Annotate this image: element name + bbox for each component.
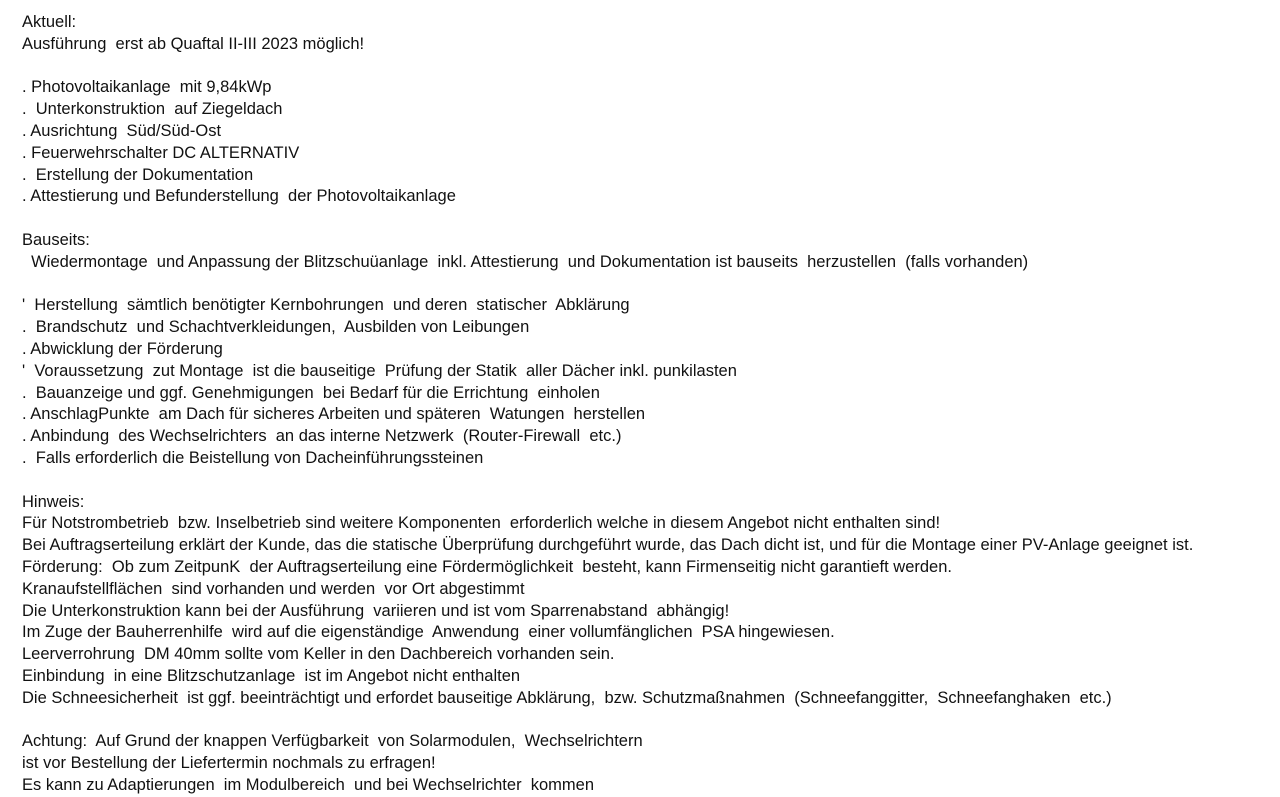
leistung-item: . Erstellung der Dokumentation xyxy=(22,165,254,184)
hinweis-item: Die Schneesicherheit ist ggf. beeinträchtigt und erfordet bauseitige Abklärung, bzw. Schutzmaßnahmen (Schneefanggitter, Schneefanghaken etc.) xyxy=(22,688,1112,707)
hinweis-heading: Hinweis: xyxy=(22,492,85,511)
hinweis-item: Im Zuge der Bauherrenhilfe wird auf die eigenständige Anwendung einer vollumfänglichen PSA hingewiesen. xyxy=(22,623,835,642)
hinweis-item: Für Notstrombetrieb bzw. Inselbetrieb sind weitere Komponenten erforderlich welche in diesem Angebot nicht enthalten sind! xyxy=(22,514,941,533)
hinweis-item: Die Unterkonstruktion kann bei der Ausführung variieren und ist vom Sparrenabstand abhängig! xyxy=(22,601,730,620)
achtung-line: Es kann zu Adaptierungen im Modulbereich und bei Wechselrichter kommen xyxy=(22,775,594,794)
bauseits-heading: Bauseits: xyxy=(22,230,90,249)
bauseits-item: . Brandschutz und Schachtverkleidungen, Ausbilden von Leibungen xyxy=(22,318,530,337)
bauseits-item: ' Herstellung sämtlich benötigter Kernbohrungen und deren statischer Abklärung xyxy=(22,296,630,315)
spacer xyxy=(22,470,1280,492)
leistung-item: . Ausrichtung Süd/Süd-Ost xyxy=(22,121,222,140)
aktuell-text: Ausführung erst ab Quaftal II-III 2023 möglich! xyxy=(22,34,365,53)
bauseits-item: . AnschlagPunkte am Dach für sicheres Arbeiten und späteren Watungen herstellen xyxy=(22,405,646,424)
bauseits-item: ' Voraussetzung zut Montage ist die bauseitige Prüfung der Statik aller Dächer inkl. punkilasten xyxy=(22,361,737,380)
achtung-line: ist vor Bestellung der Liefertermin nochmals zu erfragen! xyxy=(22,754,436,773)
hinweis-item: Einbindung in eine Blitzschutzanlage ist im Angebot nicht enthalten xyxy=(22,666,521,685)
spacer xyxy=(22,56,1280,78)
spacer xyxy=(22,208,1280,230)
hinweis-item: Kranaufstellflächen sind vorhanden und werden vor Ort abgestimmt xyxy=(22,579,525,598)
spacer xyxy=(22,274,1280,296)
bauseits-intro: Wiedermontage und Anpassung der Blitzschuüanlage inkl. Attestierung und Dokumentation ist bauseits herzustellen (falls vorhanden) xyxy=(22,252,1029,271)
hinweis-item: Leerverrohrung DM 40mm sollte vom Keller in den Dachbereich vorhanden sein. xyxy=(22,645,615,664)
bauseits-item: . Falls erforderlich die Beistellung von Dacheinführungssteinen xyxy=(22,448,484,467)
leistung-item: . Photovoltaikanlage mit 9,84kWp xyxy=(22,78,272,97)
document-body xyxy=(22,12,1280,797)
hinweis-item: Bei Auftragserteilung erklärt der Kunde, das die statische Überprüfung durchgeführt wurde, das Dach dicht ist, und für die Montage einer PV-Anlage geeignet ist. xyxy=(22,536,1194,555)
leistung-item: . Unterkonstruktion auf Ziegeldach xyxy=(22,100,283,119)
bauseits-item: . Bauanzeige und ggf. Genehmigungen bei Bedarf für die Errichtung einholen xyxy=(22,383,600,402)
leistung-item: . Attestierung und Befunderstellung der Photovoltaikanlage xyxy=(22,187,456,206)
aktuell-heading: Aktuell: xyxy=(22,13,77,31)
leistung-item: . Feuerwehrschalter DC ALTERNATIV xyxy=(22,143,300,162)
hinweis-item: Förderung: Ob zum ZeitpunK der Auftragserteilung eine Fördermöglichkeit besteht, kann Firmenseitig nicht garantieft werden. xyxy=(22,557,952,576)
bauseits-item: . Anbindung des Wechselrichters an das interne Netzwerk (Router-Firewall etc.) xyxy=(22,427,622,446)
bauseits-item: . Abwicklung der Förderung xyxy=(22,339,223,358)
achtung-line: Achtung: Auf Grund der knappen Verfügbarkeit von Solarmodulen, Wechselrichtern xyxy=(22,732,643,751)
spacer xyxy=(22,710,1280,732)
